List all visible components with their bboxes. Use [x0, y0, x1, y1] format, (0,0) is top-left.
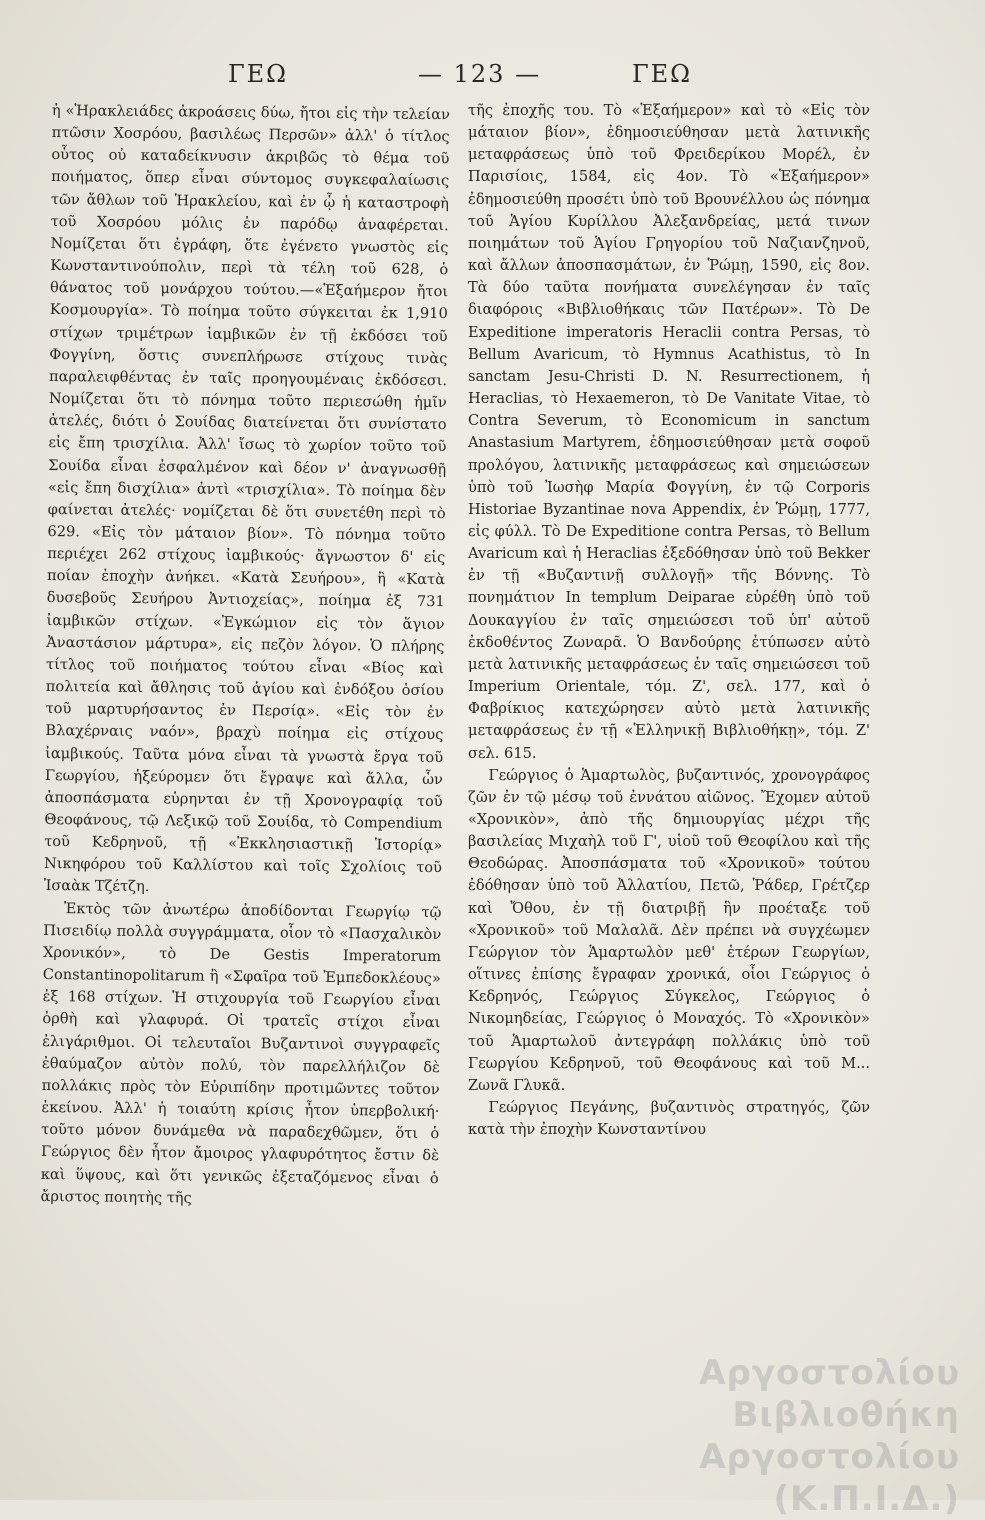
header-right-word: ΓΕΩ [632, 60, 693, 88]
left-paragraph-2: Ἐκτὸς τῶν ἀνωτέρω ἀποδίδονται Γεωργίῳ τῷ Πισειδίῳ πολλὰ συγγράμματα, οἷον τὸ «Πασχαλικὸν Χρονικόν», τὸ De Gestis Imperatorum Constantinopolitarum ἢ «Σφαῖρα τοῦ Ἐμπεδοκλέους» ἐξ 168 στίχων. Ἡ στιχουργία τοῦ Γεωργίου εἶναι ὀρθὴ καὶ γλαφυρά. Οἱ τρατεῖς στίχοι εἶναι ἐλιγάριθμοι. Οἱ τελευταῖοι Βυζαντινοὶ συγγραφεῖς ἐθαύμαζον αὐτὸν πολύ, τὸν παρελλήλιζον δὲ πολλάκις πρὸς τὸν Εὐριπίδην προτιμῶντες τοῦτον ἐκείνου. Ἀλλ' ἡ τοιαύτη κρίσις ἦτον ὑπερβολική· τοῦτο μόνον δυνάμεθα νὰ παραδεχθῶμεν, ὅτι ὁ Γεώργιος δὲν ἦτον ἄμοιρος γλαφυρότητος ἔστιν δὲ καὶ ὕψους, καὶ ὅτι γενικῶς ἐξεταζόμενος εἶναι ὁ ἄριστος ποιητὴς τῆς [40, 899, 442, 1207]
library-watermark: Αργοστολίου Βιβλιοθήκη Αργοστολίου (Κ.Π.Ι.Δ.) [699, 1353, 960, 1519]
right-paragraph-3: Γεώργιος Πεγάνης, βυζαντινὸς στρατηγός, ζῶν κατὰ τὴν ἐποχὴν Κωνσταντίνου [468, 1099, 870, 1139]
page-number: — 123 — [418, 60, 542, 88]
left-column [40, 100, 450, 1212]
right-paragraph-2: Γεώργιος ὁ Ἁμαρτωλὸς, βυζαντινός, χρονογράφος ζῶν ἐν τῷ μέσῳ τοῦ ἐννάτου αἰῶνος. Ἔχομεν αὐτοῦ «Χρονικὸν», ἀπὸ τῆς δημιουργίας μέχρι τῆς βασιλείας Μιχαὴλ τοῦ Γ', υἱοῦ τοῦ Θεοφίλου καὶ τῆς Θεοδώρας. Ἀποσπάσματα τοῦ «Χρονικοῦ» τούτου ἐδόθησαν ὑπὸ τοῦ Ἀλλατίου, Πετῶ, Ῥάδερ, Γρέτζερ καὶ Ὄθου, ἐν τῇ διατριβῇ ἣν προέταξε τοῦ «Χρονικοῦ» τοῦ Μαλαλᾶ. Δὲν πρέπει νὰ συγχέωμεν Γεώργιον τὸν Ἁμαρτωλὸν μεθ' ἑτέρων Γεωργίων, οἵτινες ἐπίσης ἔγραφαν χρονικά, οἷοι Γεώργιος ὁ Κεδρηνός, Γεώργιος Σύγκελος, Γεώργιος ὁ Νικομηδείας, Γεώργιος ὁ Μοναχός. Τὸ «Χρονικὸν» τοῦ Ἁμαρτωλοῦ ἀντεγράφη πολλάκις ὑπὸ τοῦ Γεωργίου Κεδρηνοῦ, τοῦ Θεοφάνους καὶ τοῦ Μ... Ζωνᾶ Γλυκᾶ. [468, 766, 870, 1094]
left-paragraph-1: ἡ «Ἡρακλειάδες ἀκροάσεις δύω, ἤτοι εἰς τὴν τελείαν πτῶσιν Χοσρόου, βασιλέως Περσῶν» ἀλλ' ὁ τίτλος οὗτος οὐ καταδείκνυσιν ἀκριβῶς τὸ θέμα τοῦ ποιήματος, ὅπερ εἶναι σύντομος συγκεφαλαίωσις τῶν ἄθλων τοῦ Ἡρακλείου, καὶ ἐν ᾧ ἡ καταστροφὴ τοῦ Χοσρόου μόλις ἐν παρόδῳ ἀναφέρεται. Νομίζεται ὅτι ἐγράφη, ὅτε ἐγένετο γνωστὸς εἰς Κωνσταντινούπολιν, περὶ τὰ τέλη τοῦ 628, ὁ θάνατος τοῦ μονάρχου τούτου.—«Ἑξαήμερον ἤτοι Κοσμουργία». Τὸ ποίημα τοῦτο σύγκειται ἐκ 1,910 στίχων τριμέτρων ἰαμβικῶν ἐν τῇ ἐκδόσει τοῦ Φογγίνη, ὅστις συνεπλήρωσε στίχους τινὰς παραλειφθέντας ἐν ταῖς προηγουμέναις ἐκδόσεσι. Νομίζεται ὅτι τὸ πόνημα τοῦτο περιεσώθη ἡμῖν ἀτελές, διότι ὁ Σουίδας διατείνεται ὅτι συνίστατο εἰς ἔπη τρισχίλια. Ἀλλ' ἴσως τὸ χωρίον τοῦτο τοῦ Σουίδα εἶναι ἐσφαλμένον καὶ δέον ν' ἀναγνωσθῇ «εἰς ἔπη δισχίλια» ἀντὶ «τρισχίλια». Τὸ ποίημα δὲν φαίνεται ἀτελές· νομίζεται δὲ ὅτι συνετέθη περὶ τὸ 629. «Εἰς τὸν μάταιον βίον». Τὸ πόνημα τοῦτο περιέχει 262 στίχους ἰαμβικούς· ἄγνωστον δ' εἰς ποίαν ἐποχὴν ἀνήκει. «Κατὰ Σευήρου», ἢ «Κατὰ δυσεβοῦς Σευήρου Ἀντιοχείας», ποίημα ἐξ 731 ἰαμβικῶν στίχων. «Ἐγκώμιον εἰς τὸν ἅγιον Ἀναστάσιον μάρτυρα», εἰς πεζὸν λόγον. Ὁ πλήρης τίτλος τοῦ ποιήματος τούτου εἶναι «Βίος καὶ πολιτεία καὶ ἄθλησις τοῦ ἁγίου καὶ ἐνδόξου ὁσίου τοῦ μαρτυρήσαντος ἐν Περσίᾳ». «Εἰς τὸν ἐν Βλαχέρναις ναόν», βραχὺ ποίημα εἰς στίχους ἰαμβικούς. Ταῦτα μόνα εἶναι τὰ γνωστὰ ἔργα τοῦ Γεωργίου, ἡξεύρομεν ὅτι ἔγραψε καὶ ἄλλα, ὧν ἀποσπάσματα εὑρηνται ἐν τῇ Χρονογραφίᾳ τοῦ Θεοφάνους, τῷ Λεξικῷ τοῦ Σουίδα, τὸ Compendium τοῦ Κεδρηνοῦ, τῇ «Ἐκκλησιαστικῇ Ἱστορίᾳ» Νικηφόρου τοῦ Καλλίστου καὶ τοῖς Σχολίοις τοῦ Ἰσαὰκ Τζέτζη. [43, 101, 450, 896]
running-header [0, 60, 985, 96]
header-left-word: ΓΕΩ [228, 60, 289, 88]
right-paragraph-1: τῆς ἐποχῆς του. Τὸ «Ἑξαήμερον» καὶ τὸ «Εἰς τὸν μάταιον βίον», ἐδημοσιεύθησαν μετὰ λατινικῆς μεταφράσεως ὑπὸ τοῦ Φρειδερίκου Μορέλ, ἐν Παρισίοις, 1584, εἰς 4ον. Τὸ «Ἑξαήμερον» ἐδημοσιεύθη προσέτι ὑπὸ τοῦ Βρουνέλλου ὡς πόνημα τοῦ Ἁγίου Κυρίλλου Ἀλεξανδρείας, μετά τινων ποιημάτων τοῦ Ἁγίου Γρηγορίου τοῦ Ναζιανζηνοῦ, καὶ ἄλλων ἀποσπασμάτων, ἐν Ῥώμῃ, 1590, εἰς 8ον. Τὰ δύο ταῦτα πονήματα συνελέγησαν ἐν ταῖς διαφόροις «Βιβλιοθήκαις τῶν Πατέρων». Τὸ De Expeditione imperatoris Heraclii contra Persas, τὸ Bellum Avaricum, τὸ Hymnus Acathistus, τὸ In sanctam Jesu-Christi D. N. Resurrectionem, ἡ Heraclias, τὸ Hexaemeron, τὸ De Vanitate Vitae, τὸ Contra Severum, τὸ Economicum in sanctum Anastasium Martyrem, ἐδημοσιεύθησαν μετὰ σοφοῦ προλόγου, λατινικῆς μεταφράσεως καὶ σημειώσεων ὑπὸ τοῦ Ἰωσὴφ Μαρία Φογγίνη, ἐν τῷ Corporis Historiae Byzantinae nova Appendix, ἐν Ῥώμῃ, 1777, εἰς φύλλ. Τὸ De Expeditione contra Persas, τὸ Bellum Avaricum καὶ ἡ Heraclias ἐξεδόθησαν ὑπὸ τοῦ Bekker ἐν τῇ «Βυζαντινῇ συλλογῇ» τῆς Βόννης. Τὸ πονημάτιον In templum Deiparae εὑρέθη ὑπὸ τοῦ Δουκαγγίου ἐν ταῖς σημειώσεσι τοῦ ὑπ' αὐτοῦ ἐκδοθέντος Ζωναρᾶ. Ὁ Βανδούρης ἐτύπωσεν αὐτὸ μετὰ λατινικῆς μεταφράσεως ἐν ταῖς σημειώσεσι τοῦ Imperium Orientale, τόμ. Ζ', σελ. 177, καὶ ὁ Φαβρίκιος κατεχώρησεν αὐτὸ μετὰ λατινικῆς μεταφράσεως ἐν τῇ «Ἑλληνικῇ Βιβλιοθήκῃ», τόμ. Ζ' σελ. 615. [468, 102, 870, 762]
right-column [468, 100, 870, 1141]
